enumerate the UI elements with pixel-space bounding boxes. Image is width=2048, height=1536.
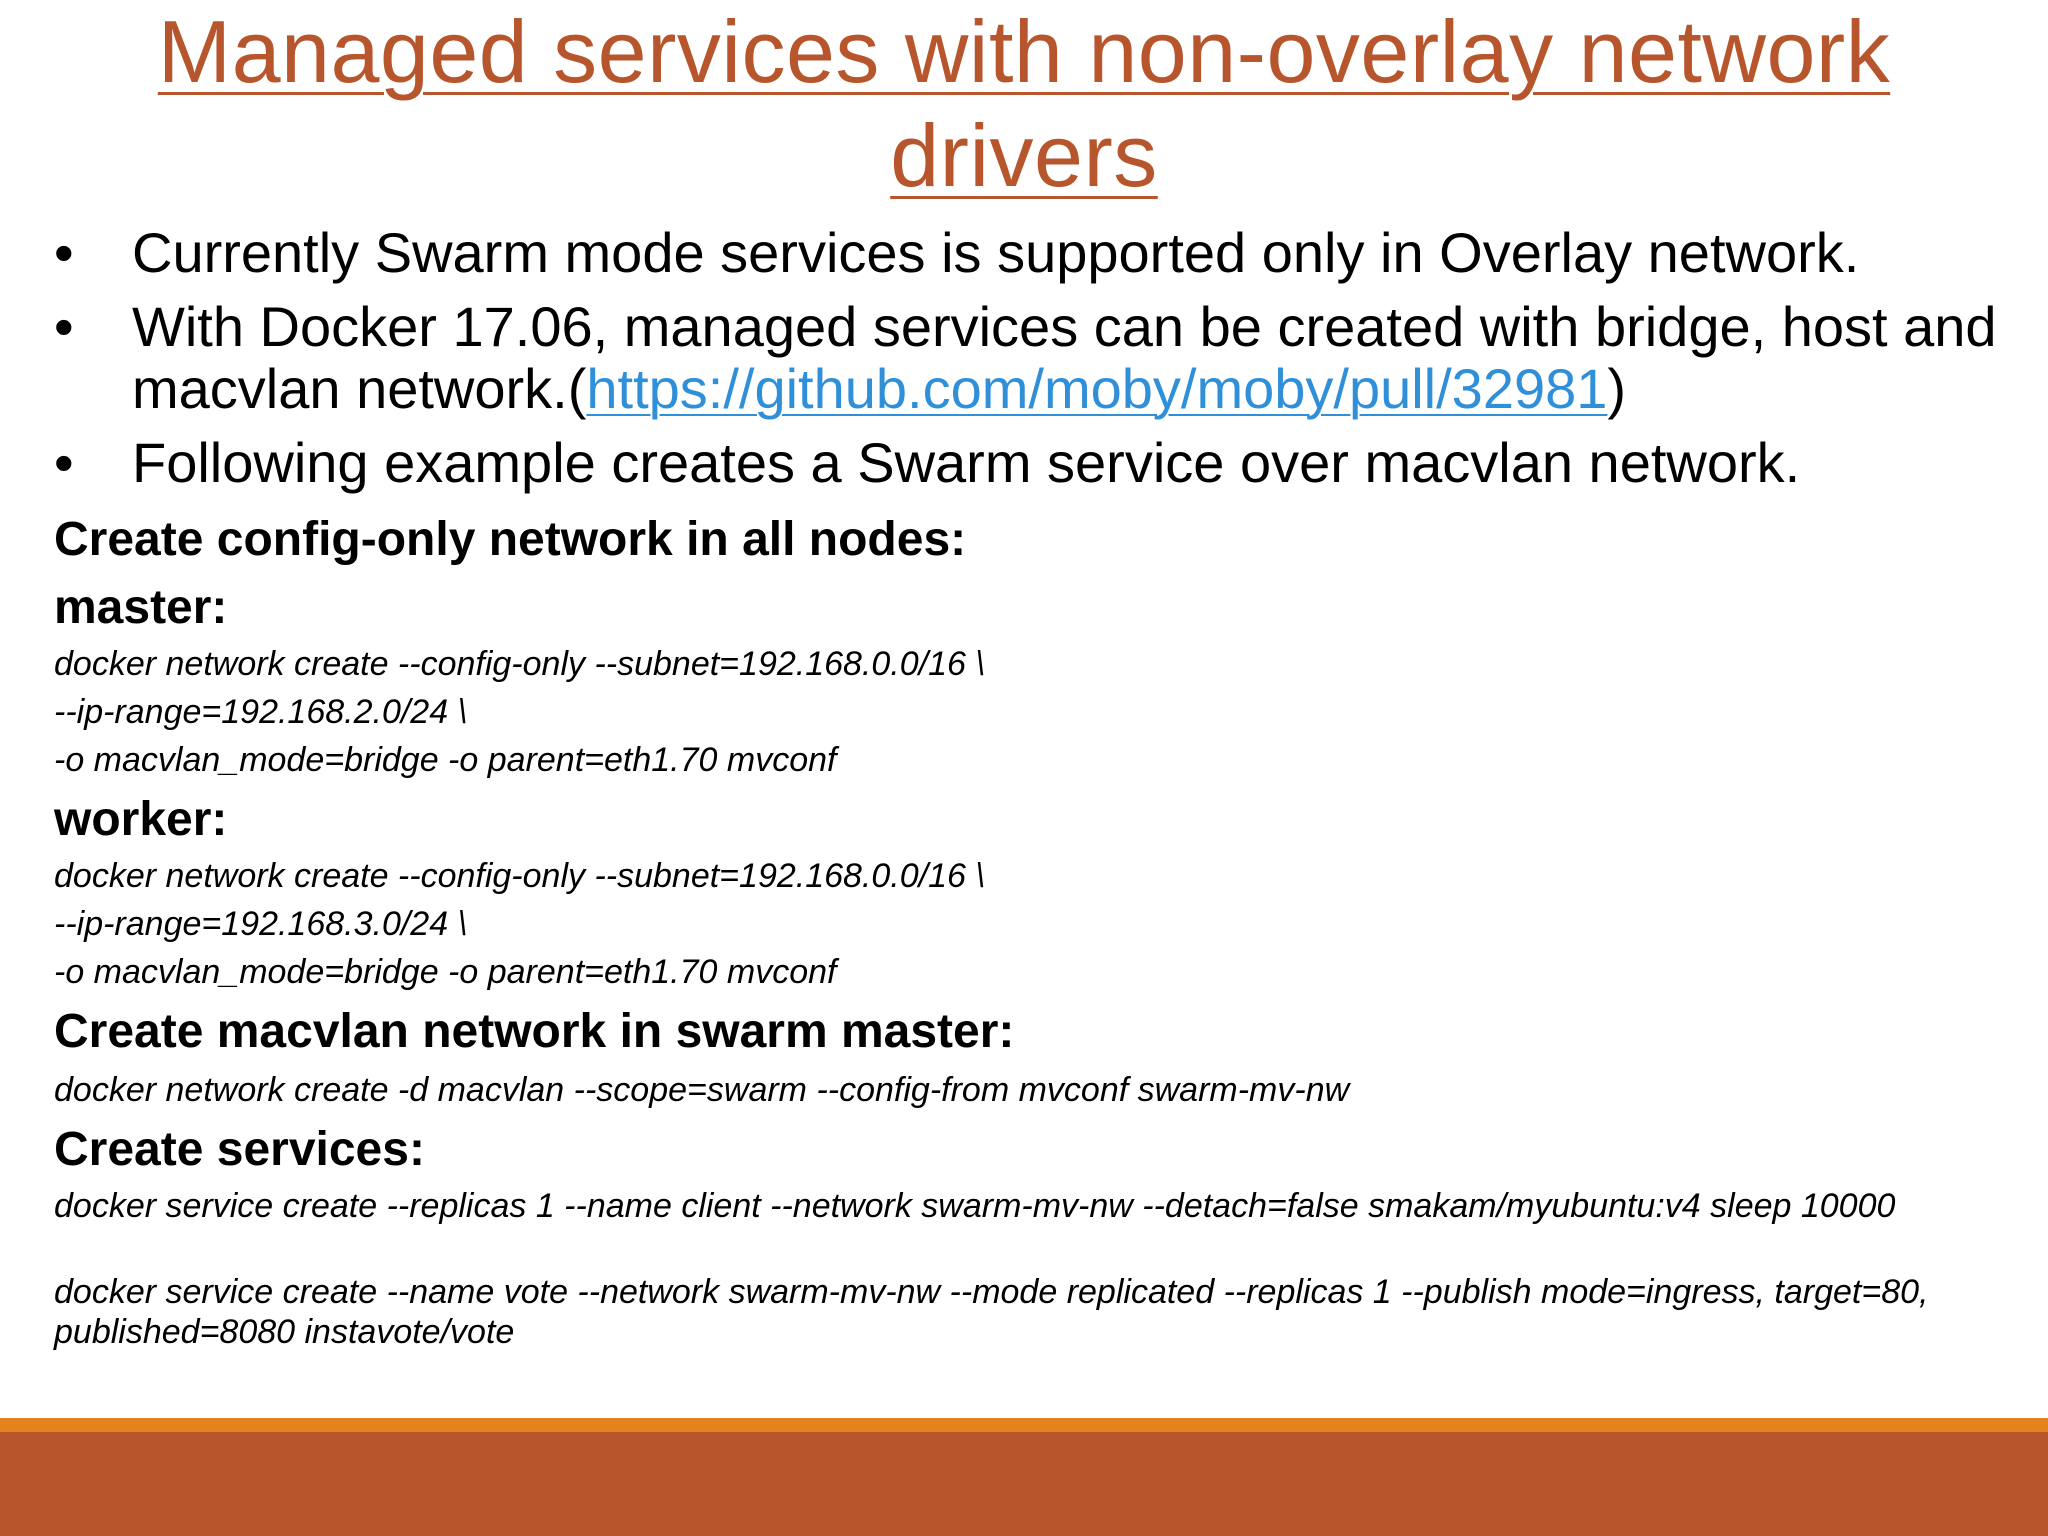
section-heading-worker: worker: (54, 793, 228, 846)
code-line: -o macvlan_mode=bridge -o parent=eth1.70 mvconf (54, 741, 837, 779)
code-line: --ip-range=192.168.3.0/24 \ (54, 905, 468, 943)
bullet-dot-icon: • (54, 431, 74, 494)
bullet-list (54, 222, 2014, 506)
title-line-2: drivers (890, 106, 1158, 205)
title-line-1: Managed services with non-overlay network (157, 2, 1891, 101)
bullet-item (54, 222, 2014, 284)
slide-title (120, 0, 1928, 208)
bullet-item (54, 432, 2014, 494)
bullet-text: Currently Swarm mode services is supported only in Overlay network. (132, 221, 1860, 284)
section-heading-services: Create services: (54, 1123, 425, 1176)
section-heading-config-only: Create config-only network in all nodes: (54, 513, 967, 566)
code-block-master (54, 640, 1974, 784)
section-heading-master: master: (54, 581, 228, 634)
code-line: --ip-range=192.168.2.0/24 \ (54, 693, 468, 731)
code-line: docker network create --config-only --subnet=192.168.0.0/16 \ (54, 857, 985, 895)
code-block-worker (54, 852, 1974, 996)
code-line: docker network create --config-only --subnet=192.168.0.0/16 \ (54, 645, 985, 683)
code-line-service-client: docker service create --replicas 1 --name client --network swarm-mv-nw --detach=false smakam/myubuntu:v4 sleep 10000 (54, 1187, 1896, 1225)
bullet-text: With Docker 17.06, managed services can be created with bridge, host and macvlan network.( (132, 295, 1997, 420)
bullet-text-suffix: ) (1607, 357, 1627, 420)
code-line: -o macvlan_mode=bridge -o parent=eth1.70 mvconf (54, 953, 837, 991)
bullet-dot-icon: • (54, 221, 74, 284)
footer-band (0, 1432, 2048, 1536)
bullet-text: Following example creates a Swarm service over macvlan network. (132, 431, 1801, 494)
code-line-macvlan: docker network create -d macvlan --scope=swarm --config-from mvconf swarm-mv-nw (54, 1071, 1350, 1109)
bullet-item (54, 296, 2014, 420)
code-line-service-vote: docker service create --name vote --network swarm-mv-nw --mode replicated --replicas 1 --publish mode=ingress, target=80, published=8080 instavote/vote (54, 1273, 1929, 1351)
footer-divider (0, 1418, 2048, 1432)
section-heading-macvlan: Create macvlan network in swarm master: (54, 1005, 1015, 1058)
github-pull-link[interactable]: https://github.com/moby/moby/pull/32981 (586, 357, 1608, 420)
bullet-dot-icon: • (54, 295, 74, 358)
